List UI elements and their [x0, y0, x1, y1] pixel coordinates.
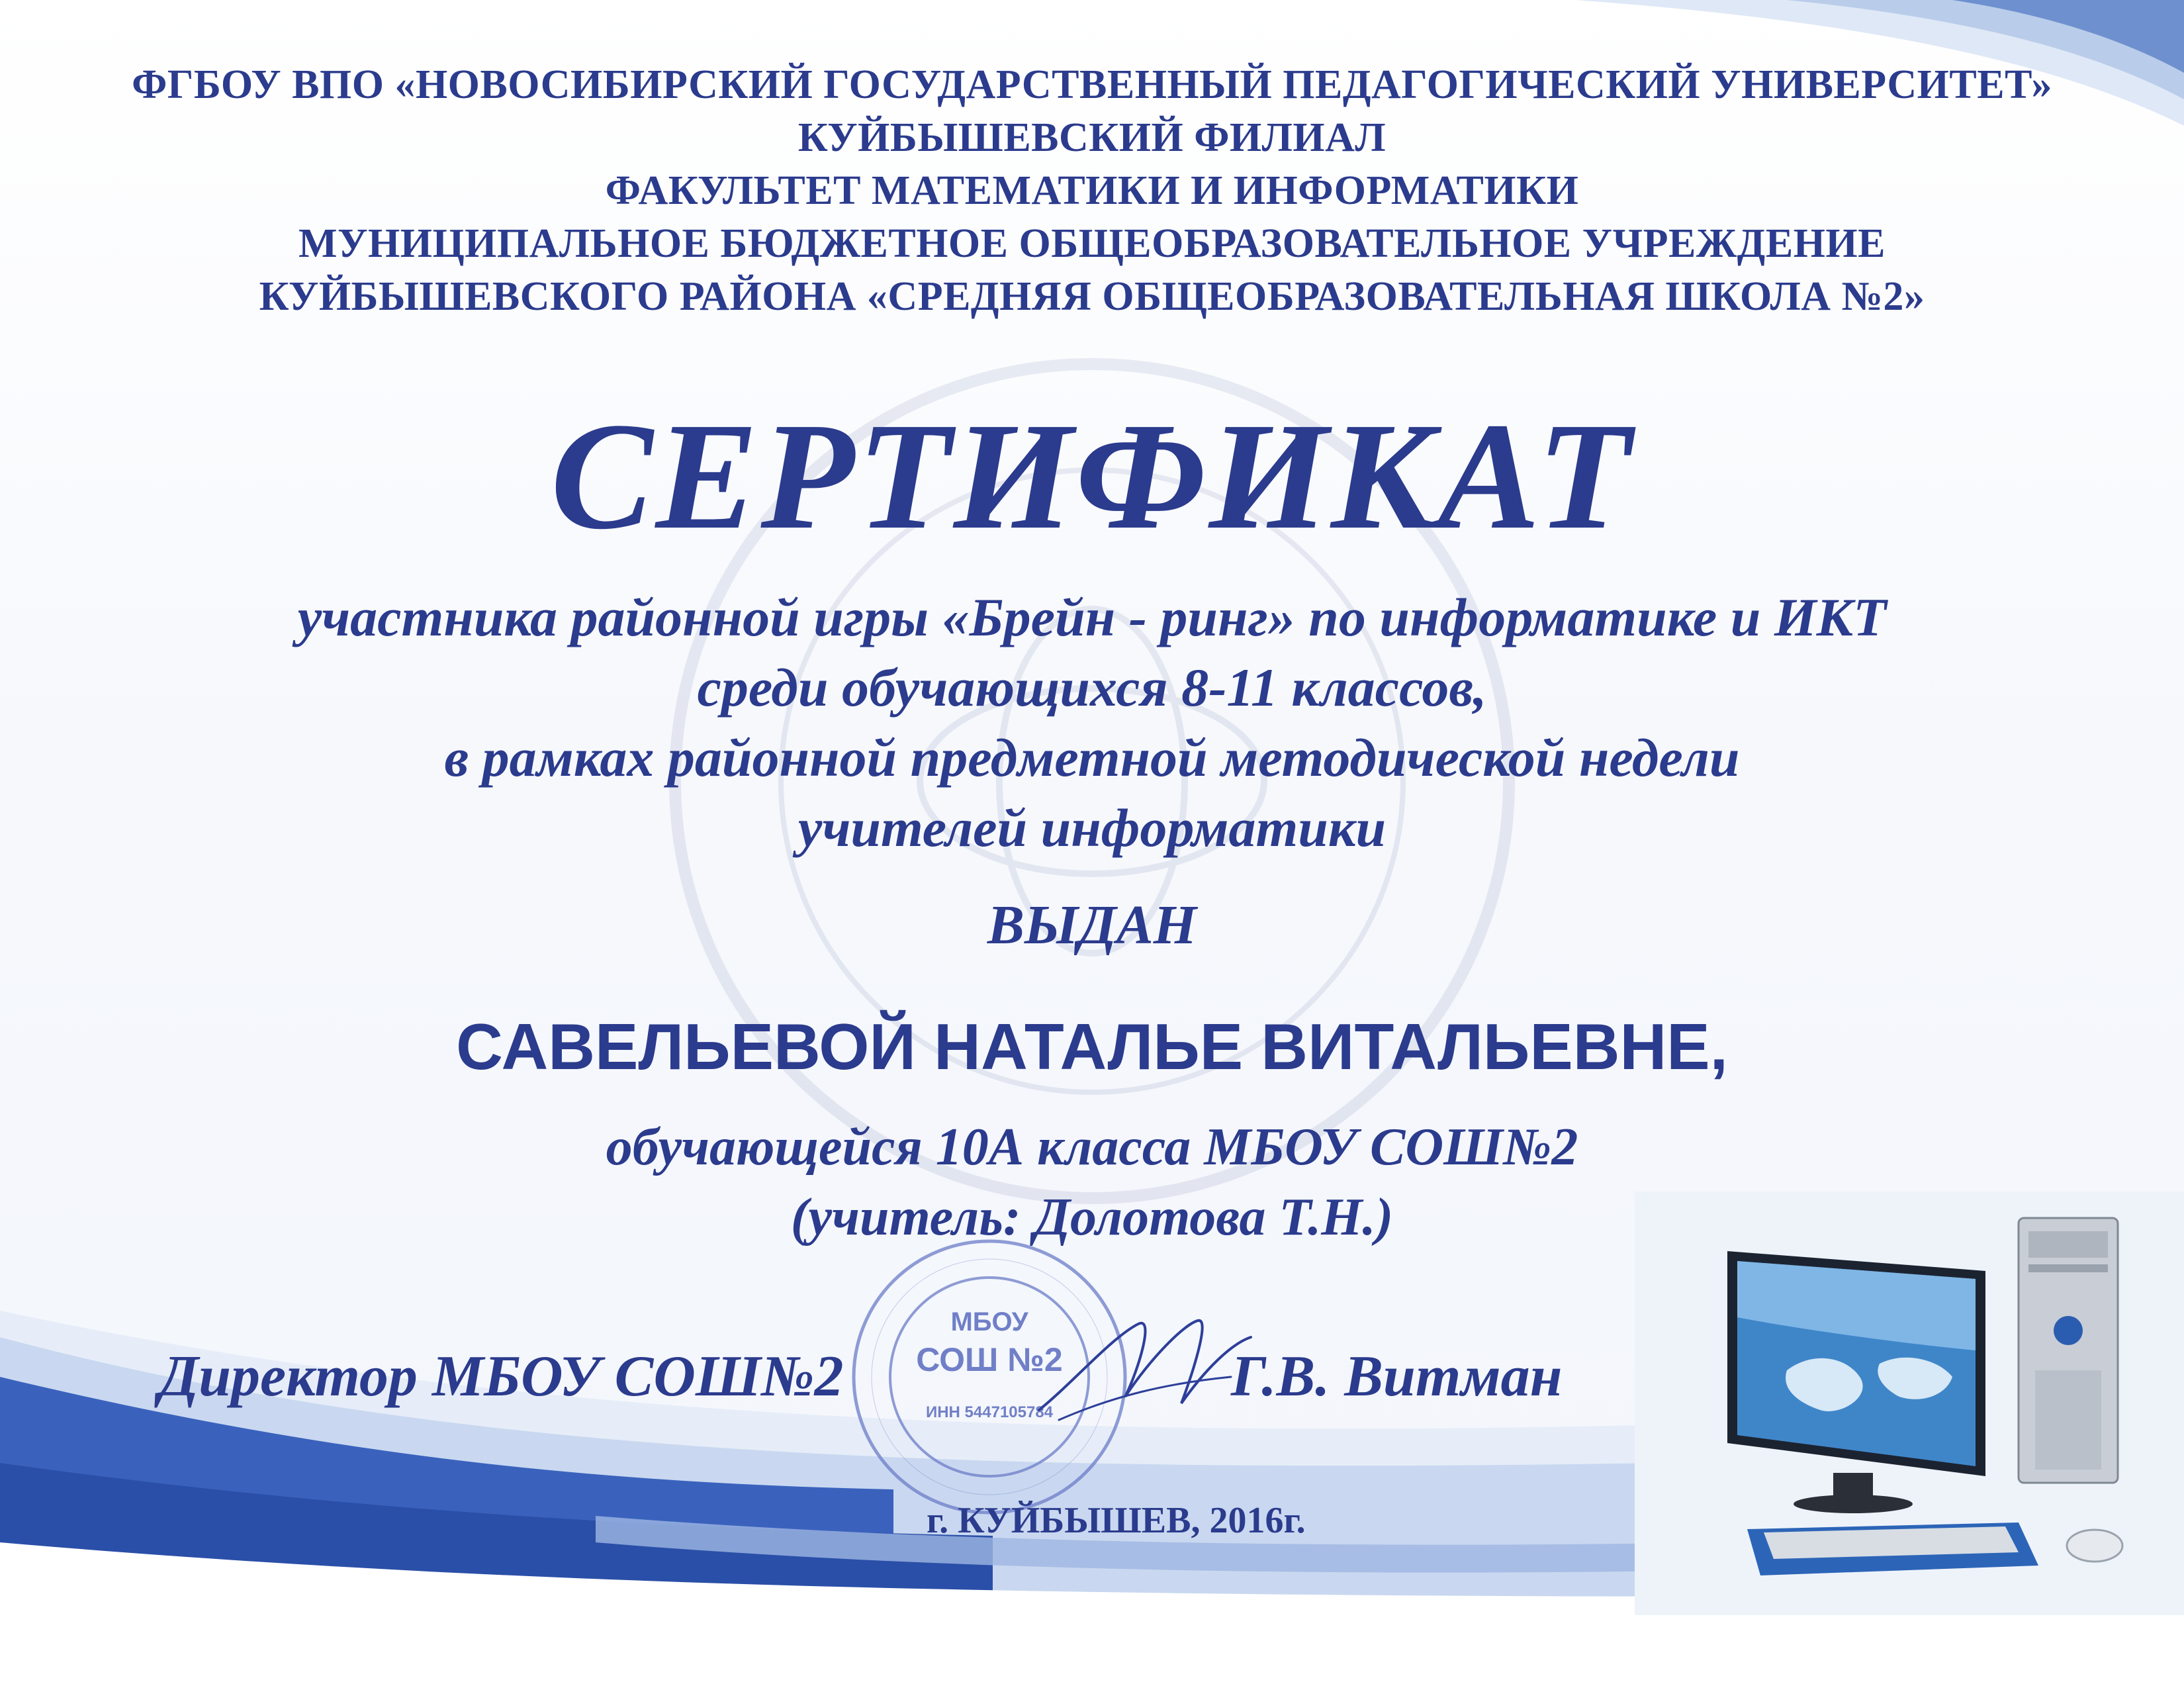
- certificate-title: СЕРТИФИКАТ: [550, 391, 1634, 561]
- header-line-university: ФГБОУ ВПО «НОВОСИБИРСКИЙ ГОСУДАРСТВЕННЫЙ ПЕДАГОГИЧЕСКИЙ УНИВЕРСИТЕТ»: [132, 62, 2052, 107]
- issued-label: ВЫДАН: [987, 894, 1197, 956]
- header-line-branch: КУЙБЫШЕВСКИЙ ФИЛИАЛ: [797, 115, 1387, 160]
- handwritten-signature: [1032, 1297, 1257, 1430]
- keyboard-icon: [1747, 1523, 2038, 1575]
- recipient-class: обучающейся 10А класса МБОУ СОШ№2: [606, 1118, 1578, 1176]
- description-line: учителей информатики: [797, 798, 1387, 858]
- computer-illustration: [1707, 1198, 2158, 1595]
- mouse-icon: [2067, 1530, 2122, 1562]
- signatory-position: Директор МБОУ СОШ№2: [159, 1344, 844, 1409]
- description-line: участника районной игры «Брейн - ринг» по информатике и ИКТ: [297, 587, 1887, 647]
- monitor-icon: [1727, 1251, 1985, 1513]
- city-year: г. КУЙБЫШЕВ, 2016г.: [927, 1500, 1306, 1541]
- description-line: в рамках районной предметной методической недели: [444, 727, 1740, 788]
- stamp-center-line1: МБОУ: [950, 1307, 1028, 1336]
- signatory-name: Г.В. Витман: [1231, 1344, 1563, 1409]
- header-block: [0, 58, 2184, 323]
- stamp-center-line2: СОШ №2: [916, 1341, 1063, 1378]
- header-line-school: КУЙБЫШЕВСКОГО РАЙОНА «СРЕДНЯЯ ОБЩЕОБРАЗОВАТЕЛЬНАЯ ШКОЛА №2»: [259, 274, 1925, 319]
- header-line-institution: МУНИЦИПАЛЬНОЕ БЮДЖЕТНОЕ ОБЩЕОБРАЗОВАТЕЛЬНОЕ УЧРЕЖДЕНИЕ: [298, 221, 1886, 266]
- header-line-faculty: ФАКУЛЬТЕТ МАТЕМАТИКИ И ИНФОРМАТИКИ: [605, 168, 1579, 213]
- recipient-name: САВЕЛЬЕВОЙ НАТАЛЬЕ ВИТАЛЬЕВНЕ,: [456, 1010, 1728, 1083]
- pc-tower-icon: [2019, 1218, 2118, 1483]
- description-line: среди обучающихся 8-11 классов,: [697, 657, 1487, 718]
- certificate-description: [0, 583, 2184, 863]
- recipient-teacher: (учитель: Долотова Т.Н.): [790, 1188, 1394, 1246]
- stamp-inn: ИНН 5447105784: [925, 1403, 1054, 1421]
